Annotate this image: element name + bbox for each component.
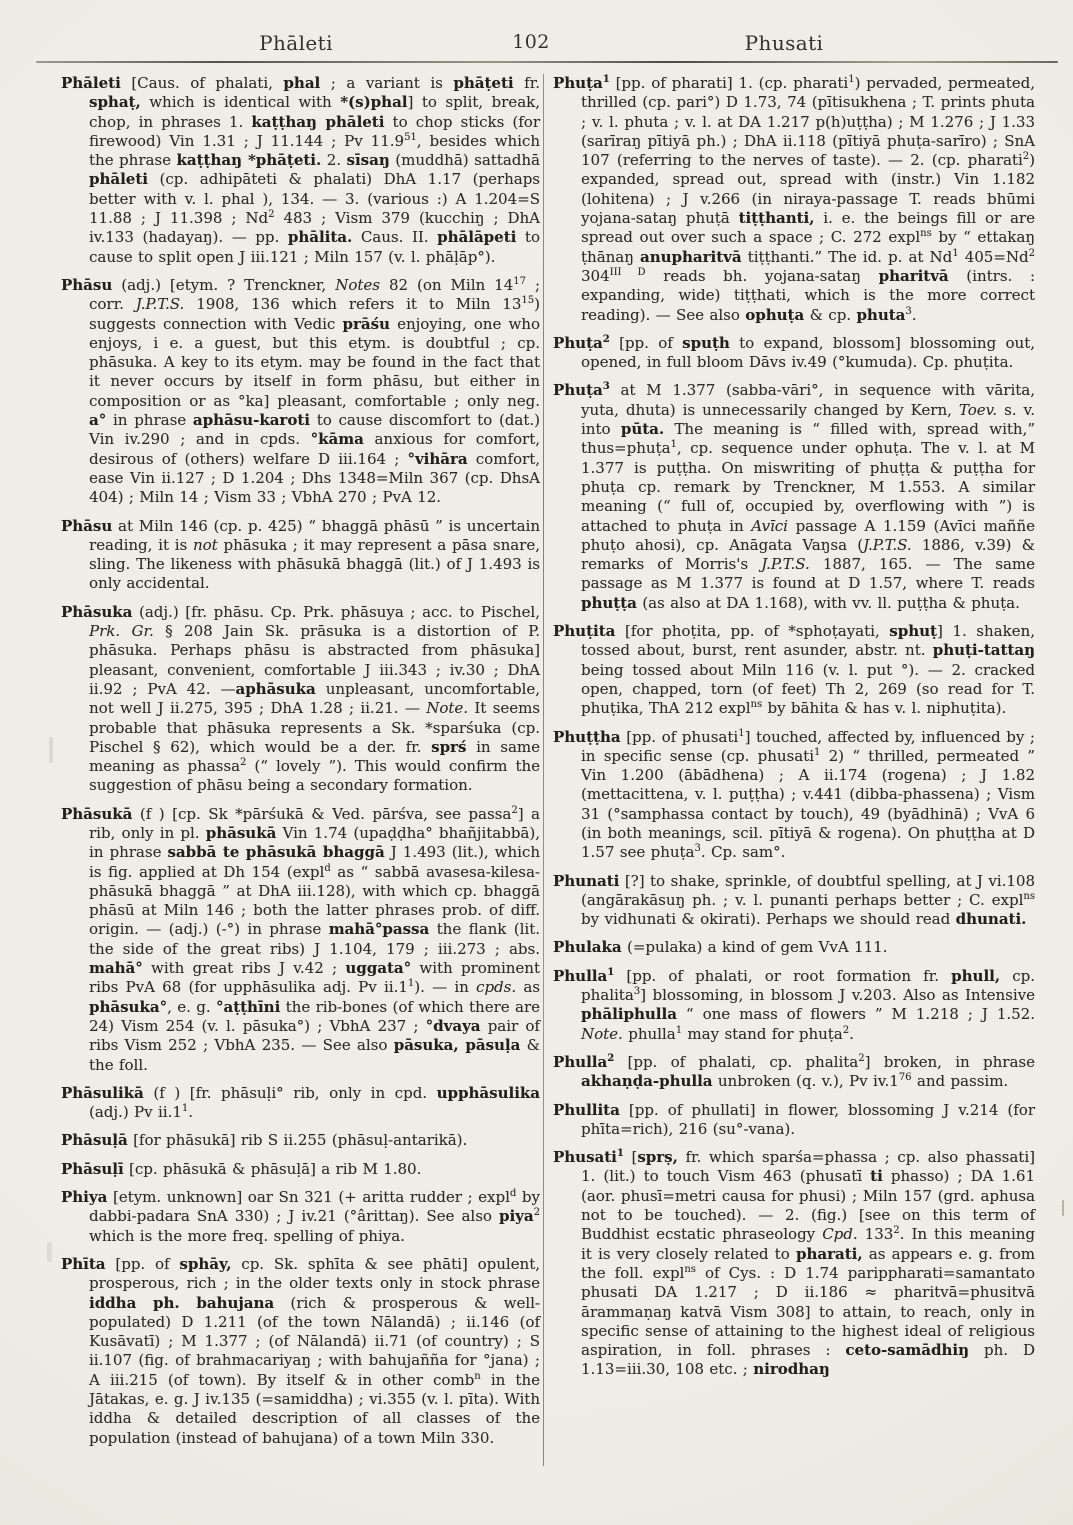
dictionary-entry (61, 517, 540, 594)
entry-body: (adj.) [etym. ? Trenckner, Notes 82 (on Miln $14^{17}$ ; corr. J.P.T.S. 1908, 136 which refers it to Miln $13^{15}$) suggests connection with Vedic prāśu enjoying, one who enjoys, i e. a guest, but this etym. is doubtful ; cp. phāsuka. A key to its etym. may be found in the fact that it never occurs by itself in form phāsu, but either in composition or as °ka] pleasant, comfortable ; only neg. a° in phrase aphāsu-karoti to cause discomfort to (dat.) Vin iv.290 ; and in cpds. °kāma anxious for comfort, desirous of (others) welfare D iii.164 ; °vihāra comfort, ease Vin ii.127 ; D 1.204 ; Dhs 1348=Miln 367 (cp. DhsA 404) ; Miln 14 ; Vism 33 ; VbhA 270 ; PvA 12. (89, 275, 541, 507)
dictionary-entry (553, 381, 1035, 613)
headword: Phulaka (553, 938, 622, 957)
headword: Phusati$^1$ (553, 1148, 624, 1167)
headword: Phāsuka (61, 602, 133, 621)
left-column (61, 74, 540, 1448)
headword: Phāsuḷā (61, 1131, 128, 1150)
entry-body: [for phoṭita, pp. of *sphoṭayati, sphuṭ] 1. shaken, tossed about, burst, rent asunder, abstr. nt. phuṭi-tattaŋ being tossed about Miln 116 (v. l. put °). — 2. cracked open, chapped, torn (of feet) Th 2, 269 (so read for T. phuṭika, ThA 212 expl$^{ns}$ by bāhita & has v. l. niphuṭita). (581, 622, 1035, 718)
running-head-left-word: Phāleti (259, 31, 333, 55)
entry-body: [pp. of spuṭh to expand, blossom] blossoming out, opened, in full bloom Dāvs iv.49 (°kumuda). Cp. phuṭita. (581, 333, 1036, 372)
headword: Phuṭa$^3$ (553, 381, 610, 400)
dictionary-entry (61, 1255, 540, 1448)
entry-body: [pp. of phalati, cp. phalita$^2$] broken, in phrase akhaṇḍa-phulla unbroken (q. v.), Pv $iv.1^{76}$ and passim. (581, 1052, 1035, 1091)
entry-body: at Miln 146 (cp. p. 425) “ bhaggā phāsū ” is uncertain reading, it is not phāsuka ; it may represent a pāsa snare, sling. The likeness with phāsukā bhaggā (lit.) of J 1.493 is only accidental. (89, 516, 541, 593)
entry-body: [pp. of pharati] 1. (cp. pharati$^1$) pervaded, permeated, thrilled (cp. pari°) D 1.73, 74 (pītisukhena ; T. prints phuta ; v. l. phuta ; v. l. at DA 1.217 p(h)uṭṭha) ; M 1.276 ; J 1.33 (sarīraŋ pītiyā ph.) ; DhA ii.118 (pītiyā phuṭa-sarīro) ; SnA 107 (referring to the nerves of taste). — 2. (cp. pharati$^2$) expanded, spread out, spread with (instr.) Vin 1.182 (lohitena) ; J v.266 (in niraya-passage T. reads bhūmi yojana-sataŋ phuṭā tiṭṭhanti, i. e. the beings fill or are spread out over such a space ; C. 272 expl$^{ns}$ by “ ettakaŋ ṭhānaŋ anupharitvā tiṭṭhanti.” The id. p. at Nd$^1$ $405=Nd^2$ $304^{III D}$ reads bh. yojana-sataŋ pharitvā (intrs. : expanding, wide) tiṭṭhati, which is the more correct reading). — See also ophuṭa & cp. phuta$^3$. (581, 74, 1036, 324)
page-number: 102 (512, 31, 550, 53)
headword: Phāsulikā (61, 1083, 144, 1102)
headword: Phāsuḷī (61, 1159, 124, 1178)
entry-body: (=pulaka) a kind of gem VvA 111. (627, 938, 888, 957)
right-column (553, 74, 1035, 1380)
headword: Phāsukā (61, 804, 133, 823)
dictionary-entry (61, 1160, 540, 1179)
headword: Phāleti (61, 74, 121, 92)
dictionary-entry (61, 74, 540, 267)
entry-body: (f ) [fr. phāsuḷi° rib, only in cpd. upphāsulika (adj.) Pv $ii.1^1$. (89, 1083, 541, 1122)
dictionary-entry (61, 1084, 540, 1123)
text-columns (61, 74, 1035, 1466)
headword: Phulla$^1$ (553, 966, 615, 985)
entry-body: [sprṣ, fr. which sparśa=phassa ; cp. also phassati] 1. (lit.) to touch Vism 463 (phusatī ti phasso) ; DA 1.61 (aor. phusī=metri causa for phusi) ; Miln 157 (grd. aphusa not to be touched). — 2. (fig.) [see on this term of Buddhist ecstatic phraseology Cpd. $133^2$. In this meaning it is very closely related to pharati, as appears e. g. from the foll. expl$^{ns}$ of Cys. : D 1.74 parippharati=samantato phusati DA 1.217 ; D ii.186 ≈ pharitvā=phusitvā ārammaṇaŋ katvā Vism 308] to attain, to reach, only in specific sense of attaining to the highest ideal of religious aspiration, in foll. phrases : ceto-samādhiŋ ph. D 1.13=iii.30, 108 etc. ; nirodhaŋ (581, 1148, 1036, 1379)
headword: Phuṭṭha (553, 727, 621, 746)
dictionary-entry (553, 728, 1035, 863)
entry-body: [cp. phāsukā & phāsuḷā] a rib M 1.80. (129, 1159, 422, 1178)
scan-artifact (1062, 1200, 1064, 1216)
headword: Phāsu (61, 516, 113, 535)
entry-body: [pp. of phusati$^1$] touched, affected by, influenced by ; in specific sense (cp. phusati$^1$ 2) “ thrilled, permeated ” Vin 1.200 (ābādhena) ; A ii.174 (rogena) ; J 1.82 (mettacittena, v. l. puṭṭha) ; v.441 (dibba-phassena) ; Vism 31 (°samphassa contact by touch), 49 (byādhinā) ; VvA 6 (in both meanings, scil. pītiyā & rogena). On phuṭṭha at D 1.57 see phuṭa$^3$. Cp. sam°. (581, 727, 1035, 862)
dictionary-entry (553, 1148, 1035, 1380)
column-divider-rule (543, 74, 544, 1466)
entry-body: [etym. unknown] oar Sn 321 (+ aritta rudder ; expl$^d$ by dabbi-padara SnA 330) ; J iv.21 (°ârittaŋ). See also piya$^2$ which is the more freq. spelling of phiya. (89, 1188, 541, 1245)
entry-body: [pp. of phalati, or root formation fr. phull, cp. phalita$^3$] blossoming, in blossom J v.203. Also as Intensive phāliphulla “ one mass of flowers ” M 1.218 ; J 1.52. Note. phulla$^1$ may stand for phuṭa$^2$. (581, 966, 1036, 1043)
header-rule (36, 61, 1058, 63)
entry-body: [pp. of sphāy, cp. Sk. sphīta & see phāti] opulent, prosperous, rich ; in the older texts only in stock phrase iddha ph. bahujana (rich & prosperous & well-populated) D 1.211 (of the town Nālandā) ; ii.146 (of Kusāvatī) ; M 1.377 ; (of Nālandā) ii.71 (of country) ; S ii.107 (fig. of brahmacariyaŋ ; with bahujañña for °jana) ; A iii.215 (of town). By itself & in other comb$^n$ in the Jātakas, e. g. J iv.135 (=samiddha) ; vi.355 (v. l. pīta). With iddha & detailed description of all classes of the population (instead of bahujana) of a town Miln 330. (89, 1254, 540, 1447)
headword: Phuṭa$^2$ (553, 333, 610, 352)
entry-body: at M 1.377 (sabba-vāri°, in sequence with vārita, yuta, dhuta) is unnecessarily changed by Kern, Toev. s. v. into pūta. The meaning is “ filled with, spread with,” thus=phuṭa$^1$, cp. sequence under ophuṭa. The v. l. at M 1.377 is puṭṭha. On miswriting of phuṭṭa & puṭṭha for phuṭa cp. remark by Trenckner, M 1.553. A similar meaning (“ full of, occupied by, overflowing with ”) is attached to phuṭa in Avīci passage A 1.159 (Avīci maññe phuṭo ahosi), cp. Anāgata Vaŋsa (J.P.T.S. 1886, v.39) & remarks of Morris's J.P.T.S. 1887, 165. — The same passage as M 1.377 is found at D 1.57, where T. reads phuṭṭa (as also at DA 1.168), with vv. ll. puṭṭha & phuṭa. (581, 381, 1036, 612)
dictionary-entry (61, 805, 540, 1075)
headword: Phuṭita (553, 622, 616, 641)
entry-body: (f ) [cp. Sk *pārśukā & Ved. pārśva, see passa$^2$] a rib, only in pl. phāsukā Vin 1.74 (upaḍḍha° bhañjitabbā), in phrase sabbā te phāsukā bhaggā J 1.493 (lit.), which is fig. applied at Dh 154 (expl$^d$ as “ sabbā avasesa-kilesa-phāsukā bhaggā ” at DhA iii.128), with which cp. bhaggā phāsū at Miln 146 ; both the latter phrases prob. of diff. origin. — (adj.) (-°) in phrase mahā°passa the flank (lit. the side of the great ribs) J 1.104, 179 ; iii.273 ; abs. mahā° with great ribs J v.42 ; uggata° with prominent ribs PvA 68 (for upphāsulika adj. Pv $ii.1^1$). — in cpds. as phāsuka°, e. g. °aṭṭhīni the rib-bones (of which there are 24) Vism 254 (v. l. pāsuka°) ; VbhA 237 ; °dvaya pair of ribs Vism 252 ; VbhA 235. — See also pāsuka, pāsuḷa & the foll. (89, 804, 541, 1074)
entry-body: (adj.) [fr. phāsu. Cp. Prk. phāsuya ; acc. to Pischel, Prk. Gr. § 208 Jain Sk. prāsuka is a distortion of P. phāsuka. Perhaps phāsu is abstracted from phāsuka] pleasant, convenient, comfortable J iii.343 ; iv.30 ; DhA ii.92 ; PvA 42. —aphāsuka unpleasant, uncomfortable, not well J ii.275, 395 ; DhA 1.28 ; ii.21. — Note. It seems probable that phāsuka represents a Sk. *sparśuka (cp. Pischel § 62), which would be a der. fr. sprś in same meaning as phassa$^2$ (“ lovely ”). This would confirm the suggestion of phāsu being a secondary formation. (89, 602, 541, 795)
entry-body: [pp. of phullati] in flower, blossoming J v.214 (for phīta=rich), 216 (su°-vana). (581, 1100, 1035, 1138)
running-head-right-word: Phusati (744, 31, 824, 55)
dictionary-entry (61, 1188, 540, 1246)
dictionary-entry (553, 872, 1035, 930)
entry-body: [for phāsukā] rib S ii.255 (phāsuḷ-antarikā). (133, 1131, 468, 1150)
dictionary-entry (553, 622, 1035, 718)
headword: Phullita (553, 1100, 620, 1119)
entry-body: [?] to shake, sprinkle, of doubtful spelling, at J vi.108 (angārakāsuŋ ph. ; v. l. punanti perhaps better ; C. expl$^{ns}$ by vidhunati & okirati). Perhaps we should read dhunati. (581, 871, 1035, 929)
entry-body: [Caus. of phalati, phal ; a variant is phāṭeti fr. sphaṭ, which is identical with *(s)phal] to split, break, chop, in phrases 1. kaṭṭhaŋ phāleti to chop sticks (for firewood) Vin 1.31 ; J 11.144 ; Pv 11.9$^{51}$, besides which the phrase kaṭṭhaŋ *phāṭeti. 2. sīsaŋ (muddhā) sattadhā phāleti (cp. adhipāteti & phalati) DhA 1.17 (perhaps better with v. l. phal ), 134. — 3. (various :) A 1.204=S 11.88 ; J 11.398 ; Nd$^2$ 483 ; Vism 379 (kucchiŋ ; DhA iv.133 (hadayaŋ). — pp. phālita. Caus. II. phālāpeti to cause to split open J iii.121 ; Miln 157 (v. l. phāḷāp°). (89, 74, 540, 266)
dictionary-entry (553, 1053, 1035, 1092)
headword: Phiya (61, 1188, 108, 1207)
running-head (0, 0, 1073, 60)
headword: Phunati (553, 871, 620, 890)
dictionary-entry (553, 938, 1035, 957)
headword: Phāsu (61, 275, 113, 294)
dictionary-entry (553, 1101, 1035, 1140)
dictionary-entry (61, 276, 540, 508)
scan-artifact (49, 737, 53, 763)
dictionary-entry (553, 967, 1035, 1044)
dictionary-entry (553, 74, 1035, 325)
scan-artifact (47, 1242, 52, 1262)
dictionary-entry (61, 1131, 540, 1150)
headword: Phuṭa$^1$ (553, 74, 610, 92)
dictionary-entry (553, 334, 1035, 373)
headword: Phīta (61, 1254, 106, 1273)
headword: Phulla$^2$ (553, 1052, 615, 1071)
dictionary-entry (61, 603, 540, 796)
